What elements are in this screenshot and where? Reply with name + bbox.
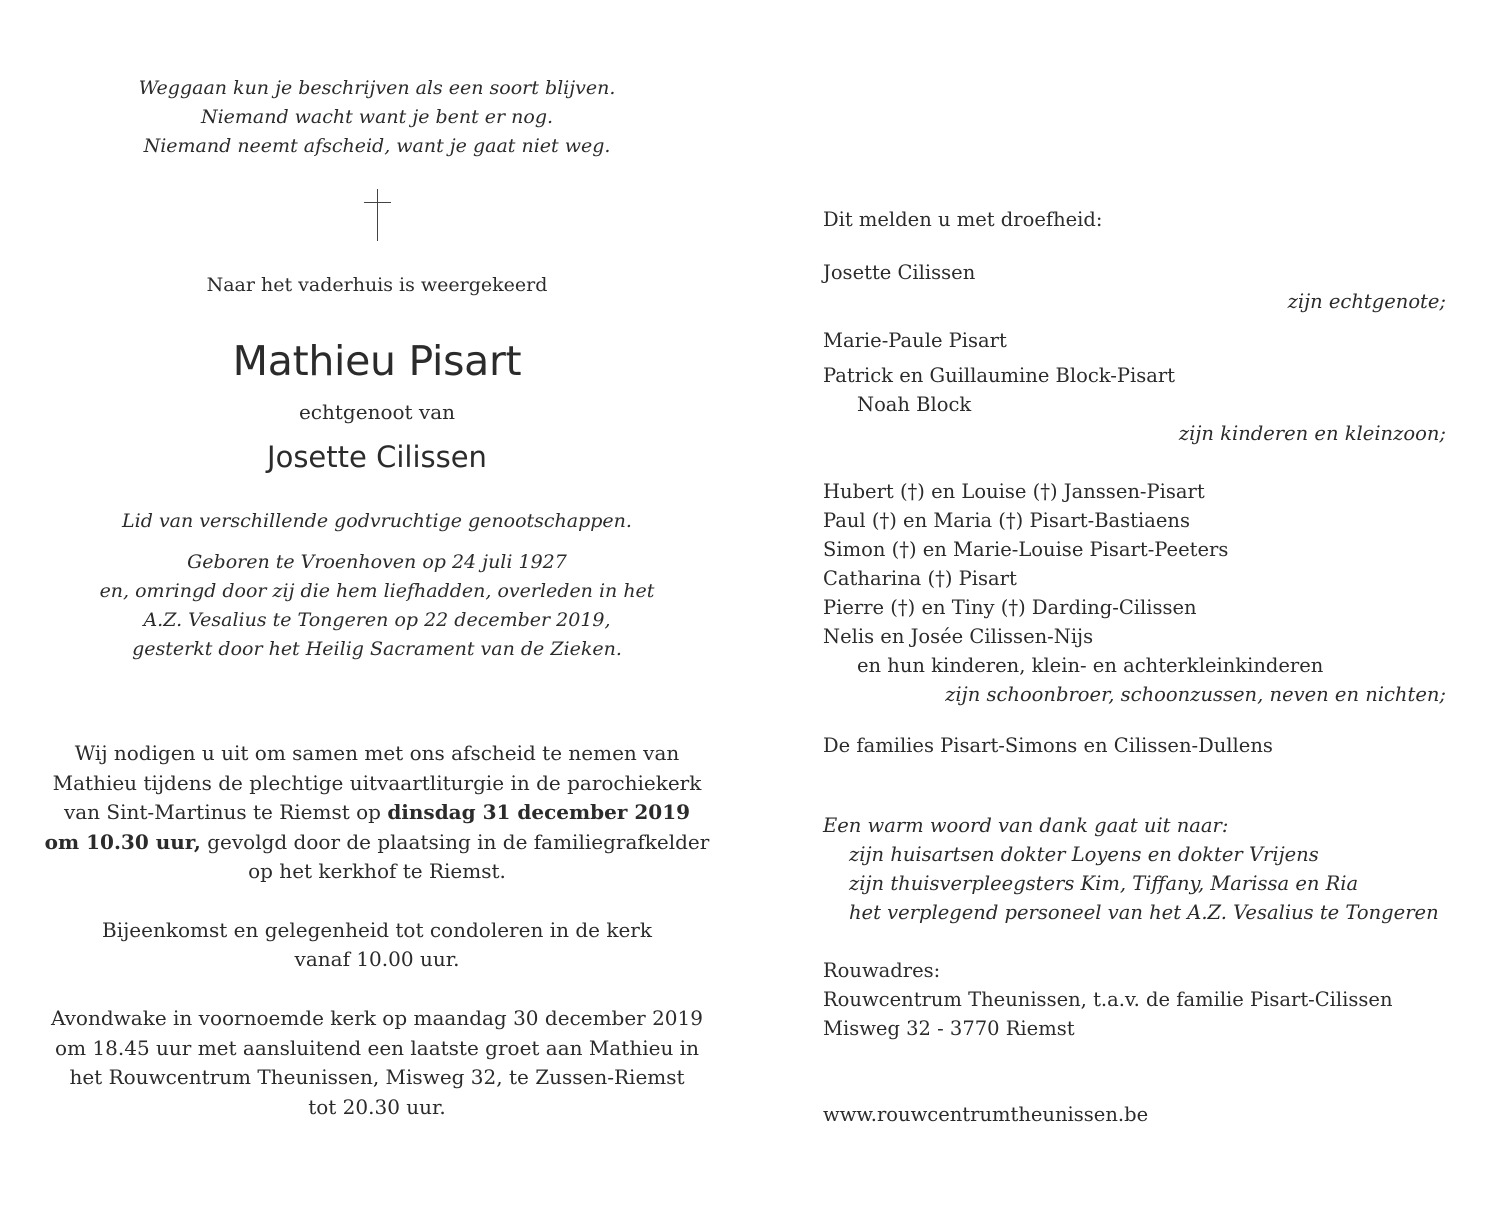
in-law-line: Nelis en Josée Cilissen-Nijs	[823, 625, 1094, 648]
spouse-label: echtgenoot van	[298, 400, 456, 424]
funeral-invitation	[40, 739, 714, 887]
in-law-line: Simon (†) en Marie-Louise Pisart-Peeters	[823, 538, 1229, 561]
wake-line: het Rouwcentrum Theunissen, Misweg 32, te Zussen-Riemst	[69, 1065, 685, 1089]
bio-line: gesterkt door het Heilig Sacrament van de Zieken.	[132, 638, 622, 660]
families-line: De families Pisart-Simons en Cilissen-Dullens	[823, 734, 1273, 757]
wife-role: zijn echtgenote;	[1287, 290, 1446, 313]
poem-line: Niemand neemt afscheid, want je gaat niet weg.	[143, 135, 611, 157]
in-law-line: Hubert (†) en Louise (†) Janssen-Pisart	[823, 480, 1205, 503]
gathering-info	[40, 916, 714, 974]
grandchild-name: Noah Block	[857, 393, 972, 416]
children-role: zijn kinderen en kleinzoon;	[1178, 422, 1446, 445]
in-laws-role: zijn schoonbroer, schoonzussen, neven en nichten;	[945, 683, 1446, 706]
invite-line	[40, 828, 714, 858]
invite-line: Wij nodigen u uit om samen met ons afscheid te nemen van	[74, 741, 680, 765]
funeral-time: om 10.30 uur,	[44, 829, 201, 854]
poem-line: Weggaan kun je beschrijven als een soort blijven.	[138, 77, 616, 99]
thanks-item: zijn thuisverpleegsters Kim, Tiffany, Marissa en Ria	[849, 872, 1359, 895]
wife-name: Josette Cilissen	[823, 261, 976, 284]
descendants-line: en hun kinderen, klein- en achterkleinkinderen	[857, 654, 1324, 677]
cross-icon-horizontal	[364, 202, 391, 203]
wake-line: Avondwake in voornoemde kerk op maandag 30 december 2019	[51, 1006, 703, 1030]
invite-text: gevolgd door de plaatsing in de familiegrafkelder	[200, 829, 710, 854]
in-law-line: Catharina (†) Pisart	[823, 567, 1017, 590]
invite-line: op het kerkhof te Riemst.	[248, 859, 506, 883]
intro-text: Naar het vaderhuis is weergekeerd	[206, 274, 548, 296]
poem	[40, 74, 714, 161]
gathering-line: Bijeenkomst en gelegenheid tot condoleren in de kerk	[102, 918, 652, 942]
poem-line: Niemand wacht want je bent er nog.	[200, 106, 554, 128]
website-link[interactable]: www.rouwcentrumtheunissen.be	[823, 1103, 1149, 1126]
thanks-item: zijn huisartsen dokter Loyens en dokter Vrijens	[849, 843, 1319, 866]
invite-line	[40, 798, 714, 828]
bio-line: Geboren te Vroenhoven op 24 juli 1927	[187, 551, 567, 573]
address-label: Rouwadres:	[823, 959, 941, 982]
thanks-item: het verplegend personeel van het A.Z. Vesalius te Tongeren	[849, 901, 1439, 924]
invite-line: Mathieu tijdens de plechtige uitvaartliturgie in de parochiekerk	[52, 770, 702, 795]
cross-icon-vertical	[377, 189, 378, 241]
wake-line: tot 20.30 uur.	[308, 1094, 446, 1119]
wake-line: om 18.45 uur met aansluitend een laatste groet aan Mathieu in	[55, 1035, 699, 1060]
address-line: Rouwcentrum Theunissen, t.a.v. de familie Pisart-Cilissen	[823, 988, 1393, 1011]
bio-line: en, omringd door zij die hem liefhadden, overleden in het	[99, 580, 655, 602]
child-name: Marie-Paule Pisart	[823, 329, 1007, 352]
deceased-name: Mathieu Pisart	[232, 337, 522, 385]
funeral-date: dinsdag 31 december 2019	[387, 800, 691, 824]
spouse-name: Josette Cilissen	[267, 440, 487, 474]
membership-text: Lid van verschillende godvruchtige genootschappen.	[122, 510, 632, 532]
bio-line: A.Z. Vesalius te Tongeren op 22 december 2019,	[143, 609, 611, 631]
thanks-heading: Een warm woord van dank gaat uit naar:	[823, 814, 1229, 837]
gathering-line: vanaf 10.00 uur.	[294, 947, 460, 971]
in-law-line: Pierre (†) en Tiny (†) Darding-Cilissen	[823, 596, 1197, 619]
announcement: Dit melden u met droefheid:	[823, 208, 1103, 231]
child-name: Patrick en Guillaumine Block-Pisart	[823, 364, 1175, 387]
address-line: Misweg 32 - 3770 Riemst	[823, 1017, 1075, 1040]
wake-info	[40, 1004, 714, 1122]
biography	[40, 548, 714, 664]
in-law-line: Paul (†) en Maria (†) Pisart-Bastiaens	[823, 509, 1190, 532]
invite-text: van Sint-Martinus te Riemst op	[63, 800, 388, 824]
